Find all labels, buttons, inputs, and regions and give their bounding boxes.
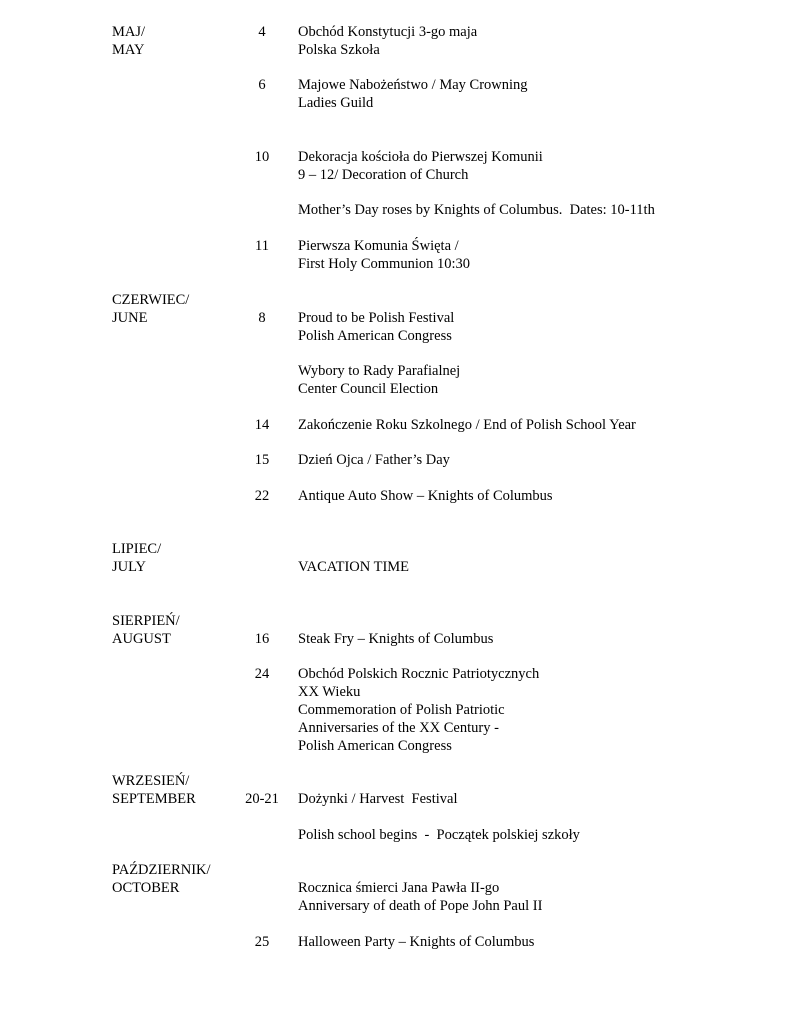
month-label: PAŹDZIERNIK/ bbox=[112, 862, 211, 878]
month-label: OCTOBER bbox=[112, 880, 180, 896]
month-label: LIPIEC/ bbox=[112, 541, 162, 557]
month-label: JULY bbox=[112, 559, 146, 575]
event-line: Rocznica śmierci Jana Pawła II-go bbox=[298, 880, 500, 896]
event-line: Zakończenie Roku Szkolnego / End of Polish School Year bbox=[298, 417, 636, 433]
event-line: Dekoracja kościoła do Pierwszej Komunii bbox=[298, 149, 543, 165]
month-label: WRZESIEŃ/ bbox=[112, 773, 190, 789]
event-date: 4 bbox=[258, 24, 266, 40]
event-line: Mother’s Day roses by Knights of Columbus. Dates: 10-11th bbox=[298, 202, 655, 218]
event-date: 14 bbox=[254, 417, 270, 433]
month-label: SEPTEMBER bbox=[112, 791, 196, 807]
event-line: 9 – 12/ Decoration of Church bbox=[298, 167, 469, 183]
event-line: Polish American Congress bbox=[298, 738, 452, 754]
event-line: Halloween Party – Knights of Columbus bbox=[298, 934, 535, 950]
event-line: Polish American Congress bbox=[298, 328, 452, 344]
event-line: Anniversaries of the XX Century - bbox=[298, 720, 499, 736]
event-line: Proud to be Polish Festival bbox=[298, 310, 455, 326]
event-date: 20-21 bbox=[245, 791, 279, 807]
event-line: Wybory to Rady Parafialnej bbox=[298, 363, 461, 379]
event-date: 24 bbox=[254, 666, 270, 682]
event-line: Center Council Election bbox=[298, 381, 439, 397]
event-line: Polish school begins - Początek polskiej szkoły bbox=[298, 827, 580, 843]
event-line: Majowe Nabożeństwo / May Crowning bbox=[298, 77, 528, 93]
event-line: Steak Fry – Knights of Columbus bbox=[298, 631, 494, 647]
event-date: 25 bbox=[254, 934, 270, 950]
event-line: Anniversary of death of Pope John Paul II bbox=[298, 898, 543, 914]
event-line: First Holy Communion 10:30 bbox=[298, 256, 471, 272]
month-label: AUGUST bbox=[112, 631, 171, 647]
event-date: 15 bbox=[254, 452, 270, 468]
event-line: Commemoration of Polish Patriotic bbox=[298, 702, 505, 718]
event-date: 6 bbox=[258, 77, 266, 93]
event-line: Pierwsza Komunia Święta / bbox=[298, 238, 459, 254]
month-label: MAJ/ bbox=[112, 24, 146, 40]
event-line: Obchód Konstytucji 3-go maja bbox=[298, 24, 478, 40]
event-line: Dzień Ojca / Father’s Day bbox=[298, 452, 450, 468]
event-line: VACATION TIME bbox=[298, 559, 410, 575]
event-line: Obchód Polskich Rocznic Patriotycznych bbox=[298, 666, 540, 682]
event-date: 22 bbox=[254, 488, 270, 504]
event-date: 16 bbox=[254, 631, 270, 647]
month-label: SIERPIEŃ/ bbox=[112, 613, 180, 629]
month-label: CZERWIEC/ bbox=[112, 292, 190, 308]
event-line: Antique Auto Show – Knights of Columbus bbox=[298, 488, 553, 504]
event-line: XX Wieku bbox=[298, 684, 361, 700]
event-date: 10 bbox=[254, 149, 270, 165]
event-line: Ladies Guild bbox=[298, 95, 374, 111]
event-line: Polska Szkoła bbox=[298, 42, 380, 58]
month-label: JUNE bbox=[112, 310, 148, 326]
event-date: 11 bbox=[255, 238, 269, 254]
month-label: MAY bbox=[112, 42, 145, 58]
event-date: 8 bbox=[258, 310, 266, 326]
event-line: Dożynki / Harvest Festival bbox=[298, 791, 458, 807]
